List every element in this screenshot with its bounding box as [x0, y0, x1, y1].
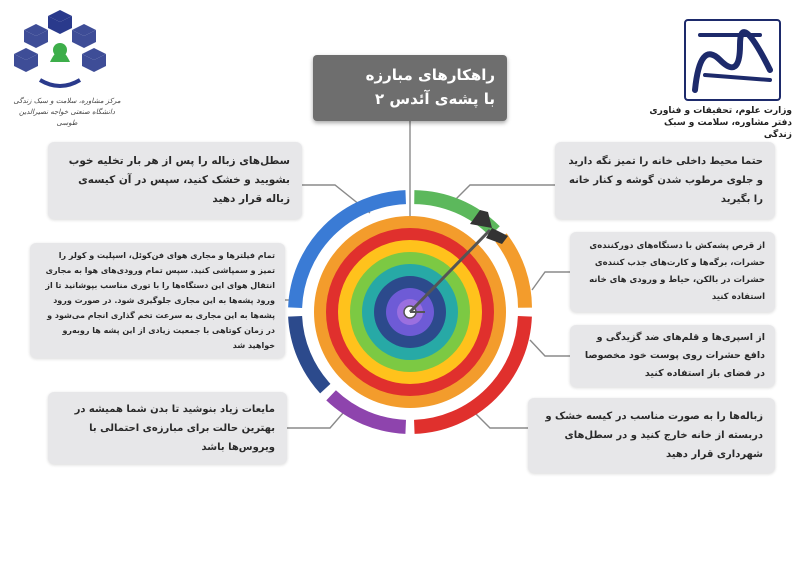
tip-text: سطل‌های زباله را پس از هر بار تخلیه خوب بشویید و خشک کنید، سپس در آن کیسه‌ی زباله قرار دهید: [68, 155, 290, 205]
tip-card-clean-home: [555, 142, 775, 219]
connector-t5: [532, 272, 570, 290]
tip-text: مایعات زیاد بنوشید تا بدن شما همیشه در بهترین حالت برای مبارزه‌ی احتمالی با ویروس‌ها باشد: [74, 403, 275, 453]
tip-text: زباله‌ها را به صورت مناسب در کیسه خشک و دربسته از خانه خارج کنید و در سطل‌های شهرداری قرار دهید: [545, 411, 763, 460]
tip-card-trash-bins: [48, 142, 302, 219]
tip-card-repellent-devices: [570, 232, 775, 312]
tip-text: از قرص پشه‌کش با دستگاه‌های دورکننده‌ی حشرات، برگه‌ها و کارت‌های جذب کننده‌ی حشرات در بالکن، حیاط و ورودی های خانه استفاده کنید: [589, 241, 765, 302]
ministry-caption-line-2: دفتر مشاوره، سلامت و سبک زندگی: [663, 118, 792, 140]
tip-card-skin-spray: [570, 325, 775, 387]
ministry-caption-line-1: وزارت علوم، تحقیقات و فناوری: [649, 106, 792, 116]
tip-card-drink-fluids: [48, 392, 287, 464]
connector-t4: [450, 185, 555, 205]
title-line-1: راهکارهای مبارزه: [365, 66, 495, 84]
university-logo-left: [14, 10, 106, 86]
title-line-2: با پشه‌ی آئدس ۲: [375, 90, 495, 108]
ministry-caption: [642, 105, 792, 141]
university-caption-line-1: مرکز مشاوره، سلامت و سبک زندگی: [13, 97, 121, 105]
tip-text: حتما محیط داخلی خانه را تمیز نگه دارید و جلوی مرطوب شدن گوشه و کنار خانه را بگیرید: [568, 156, 763, 205]
tip-text: از اسپری‌ها و قلم‌های ضد گزیدگی و دافع حشرات روی پوست خود مخصوصا در فضای باز استفاده کنید: [584, 332, 765, 379]
infographic-title: [313, 55, 507, 121]
tip-card-waste-disposal: [528, 398, 775, 473]
university-caption-line-2: دانشگاه صنعتی خواجه نصیرالدین طوسی: [19, 108, 115, 127]
university-caption: [12, 96, 122, 129]
connector-t6: [530, 340, 570, 356]
tip-text: تمام فیلترها و مجاری هوای فن‌کوئل، اسپلیت و کولر را تمیز و سمپاشی کنید. سپس تمام ورودی‌های هوا به مجاری انتقال هوای این دستگاه‌ها را با توری مناسب بپوشانید تا از ورود پشه‌ها به این مجاری جلوگیری شود. در صورت ورود پشه‌ها به این مجاری به سرعت تخم گذاری انجام می‌شود و در زمان کوتاهی با جمعیت زیادی از این پشه ها روبه‌رو خواهید شد: [45, 251, 275, 350]
tip-card-air-ducts: [30, 243, 285, 358]
